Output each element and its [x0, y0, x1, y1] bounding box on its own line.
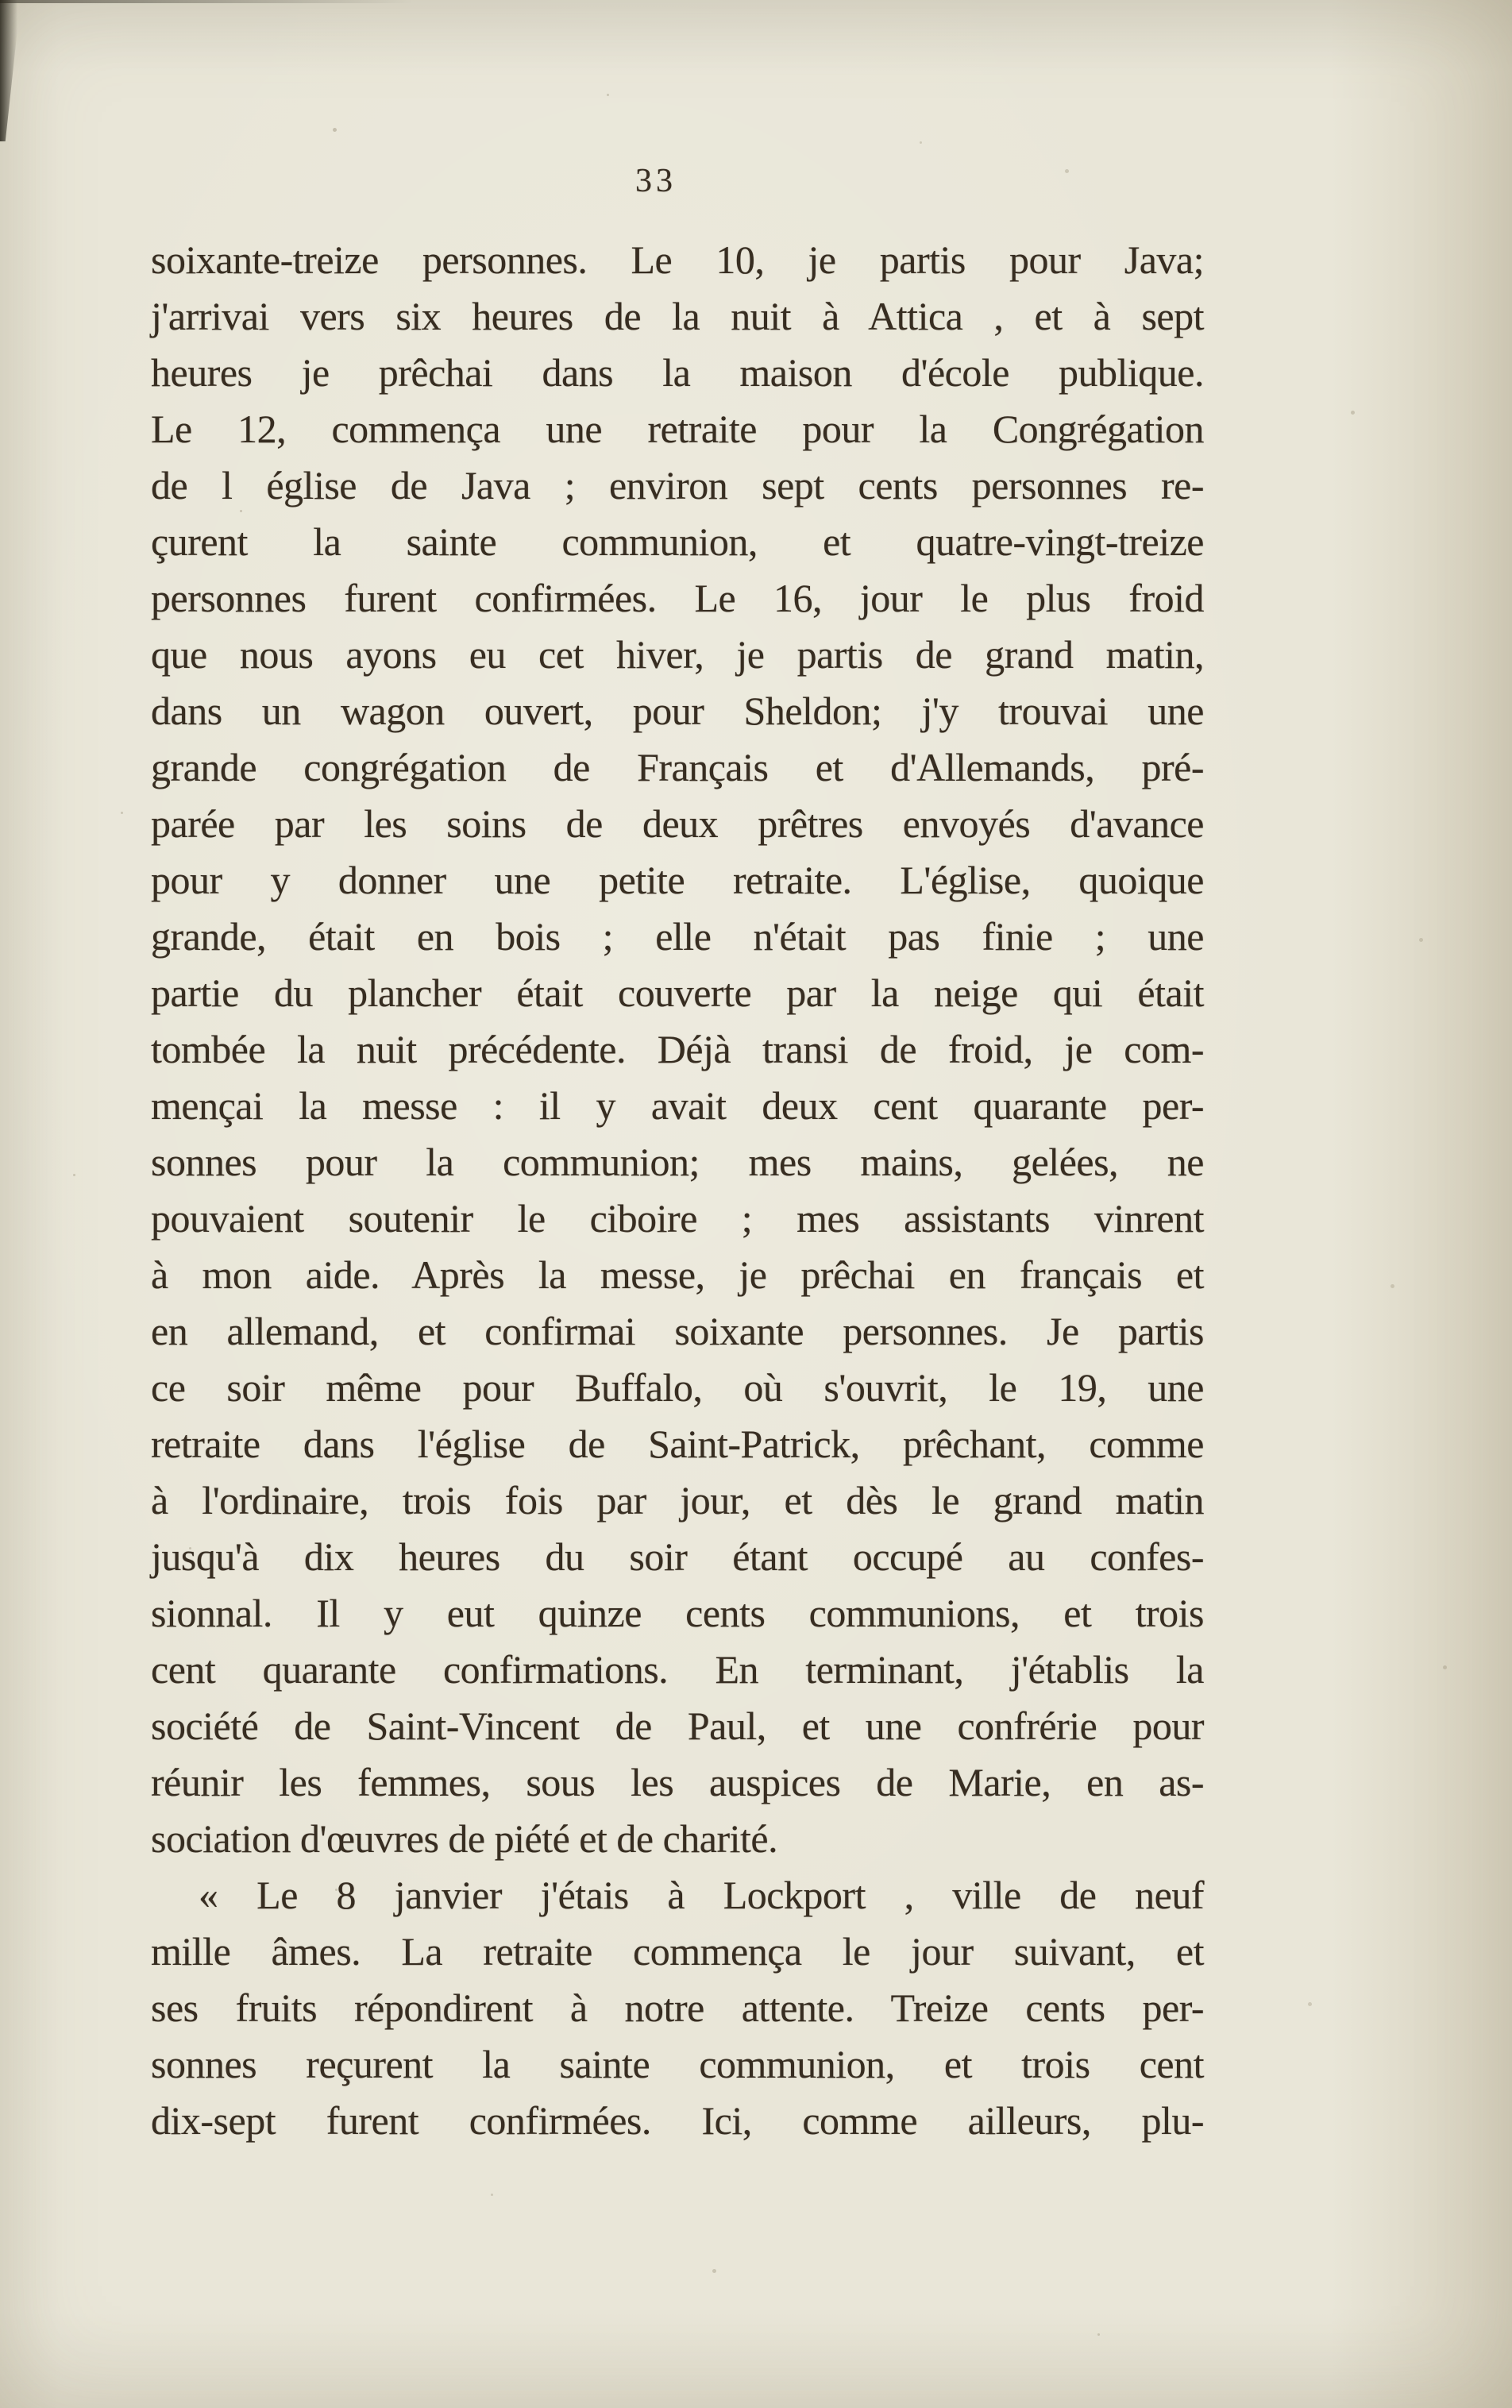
scan-edge-artifact — [0, 0, 413, 3]
text-line: de l église de Java ; environ sept cents personnes re- — [151, 463, 1204, 507]
text-line: soixante-treize personnes. Le 10, je partis pour Java; — [151, 237, 1204, 282]
text-line: dix-sept furent confirmées. Ici, comme ailleurs, plu- — [151, 2098, 1204, 2143]
text-line: mençai la messe : il y avait deux cent quarante per- — [151, 1083, 1204, 1128]
text-line: partie du plancher était couverte par la neige qui était — [151, 971, 1204, 1015]
page-number: 33 — [635, 163, 677, 199]
text-line: Le 12, commença une retraite pour la Congrégation — [151, 407, 1204, 451]
text-block — [151, 232, 1204, 2149]
text-line: sionnal. Il y eut quinze cents communions, et trois — [151, 1591, 1204, 1635]
text-line: tombée la nuit précédente. Déjà transi de froid, je com- — [151, 1027, 1204, 1071]
scan-edge-artifact — [0, 0, 21, 141]
text-line: en allemand, et confirmai soixante personnes. Je partis — [151, 1309, 1204, 1353]
text-line: sonnes reçurent la sainte communion, et trois cent — [151, 2042, 1204, 2086]
paper-specks — [0, 0, 2, 2]
text-line: à mon aide. Après la messe, je prêchai en français et — [151, 1252, 1204, 1297]
text-line: « Le 8 janvier j'étais à Lockport , ville de neuf — [199, 1873, 1204, 1917]
text-line: pour y donner une petite retraite. L'église, quoique — [151, 858, 1204, 902]
text-line: société de Saint-Vincent de Paul, et une confrérie pour — [151, 1704, 1204, 1748]
text-line: sociation d'œuvres de piété et de charité. — [151, 1816, 778, 1861]
text-line: çurent la sainte communion, et quatre-vingt-treize — [151, 519, 1204, 564]
text-line: cent quarante confirmations. En terminant, j'établis la — [151, 1647, 1204, 1692]
text-line: heures je prêchai dans la maison d'école publique. — [151, 350, 1204, 395]
text-line: sonnes pour la communion; mes mains, gelées, ne — [151, 1140, 1204, 1184]
text-line: à l'ordinaire, trois fois par jour, et dès le grand matin — [151, 1478, 1204, 1522]
text-line: retraite dans l'église de Saint-Patrick, prêchant, comme — [151, 1422, 1204, 1466]
text-line: grande, était en bois ; elle n'était pas finie ; une — [151, 914, 1204, 959]
text-line: dans un wagon ouvert, pour Sheldon; j'y trouvai une — [151, 689, 1204, 733]
text-line: j'arrivai vers six heures de la nuit à Attica , et à sept — [151, 294, 1204, 338]
text-line: ce soir même pour Buffalo, où s'ouvrit, le 19, une — [151, 1365, 1204, 1410]
text-line: ses fruits répondirent à notre attente. Treize cents per- — [151, 1985, 1204, 2030]
text-line: mille âmes. La retraite commença le jour suivant, et — [151, 1929, 1204, 1974]
text-line: pouvaient soutenir le ciboire ; mes assistants vinrent — [151, 1196, 1204, 1241]
text-line: réunir les femmes, sous les auspices de Marie, en as- — [151, 1760, 1204, 1804]
text-line: jusqu'à dix heures du soir étant occupé au confes- — [151, 1534, 1204, 1579]
text-line: que nous ayons eu cet hiver, je partis de grand matin, — [151, 632, 1204, 677]
text-line: parée par les soins de deux prêtres envoyés d'avance — [151, 801, 1204, 846]
text-line: grande congrégation de Français et d'Allemands, pré- — [151, 745, 1204, 789]
text-line: personnes furent confirmées. Le 16, jour le plus froid — [151, 576, 1204, 620]
